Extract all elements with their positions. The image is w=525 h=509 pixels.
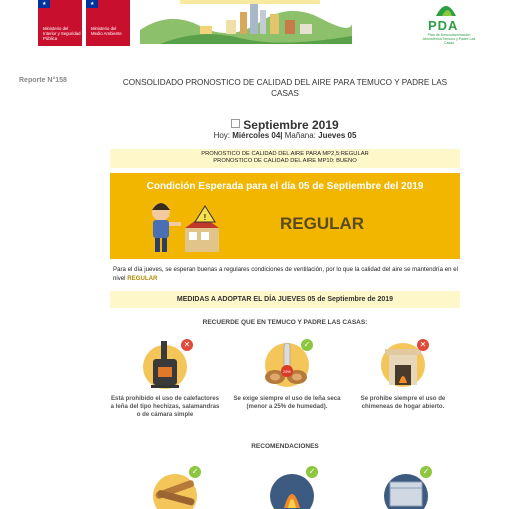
rule-dry-firewood-caption: Se exige siempre el uso de leña seca (menor a 25% de humedad).	[233, 395, 341, 410]
rule-stove-caption: Está prohibido el uso de calefactores a leña del tipo hechizas, salamandras o de cámara simple	[110, 395, 220, 418]
day-line	[110, 131, 460, 140]
today-label: Hoy:	[213, 131, 231, 140]
logo-ambiente-text: Ministerio del Medio Ambiente	[91, 26, 122, 36]
description-text: Para el día jueves, se esperan buenas a regulares condiciones de ventilación, por lo que la calidad del aire se mantendría en el nivel	[113, 266, 458, 282]
tomorrow-value: Jueves 05	[318, 131, 357, 140]
today-value: Miércoles 04	[232, 131, 281, 140]
pda-subtitle: Plan de Descontaminación Atmosférica Temuco y Padre Las Casas	[422, 33, 476, 46]
star-icon: ★	[42, 1, 47, 7]
forecast-mp10: PRONOSTICO DE CALIDAD DEL AIRE MP10: BUENO	[213, 158, 357, 164]
forecast-mp25: PRONOSTICO DE CALIDAD DEL AIRE PARA MP2,5:REGULAR	[201, 151, 369, 157]
check-icon: ✓	[306, 466, 318, 478]
report-number: Reporte N°158	[19, 77, 67, 84]
calendar-icon	[231, 119, 240, 128]
recommendations-heading: RECOMENDACIONES	[251, 443, 319, 450]
header	[0, 0, 525, 50]
forecast-description	[113, 265, 458, 283]
logo-interior-text: Ministerio del Interior y Seguridad Pública	[43, 26, 81, 41]
page-title: CONSOLIDADO PRONOSTICO DE CALIDAD DEL AIRE PARA TEMUCO Y PADRE LAS CASAS	[122, 78, 448, 98]
rule-fireplace-caption: Se prohibe siempre el uso de chimeneas de hogar abierto.	[360, 395, 446, 410]
description-level: REGULAR	[127, 275, 158, 282]
prohibited-icon: ✕	[181, 339, 193, 351]
remember-heading: RECUERDE QUE EN TEMUCO Y PADRE LAS CASAS:	[202, 319, 368, 326]
svg-text:!: !	[203, 213, 207, 222]
condition-title: Condición Esperada para el día 05 de Septiembre del 2019	[146, 181, 424, 192]
child-warning-illustration	[145, 198, 220, 256]
logo-interior	[38, 0, 82, 46]
leaf-icon	[430, 0, 462, 18]
date-separator: |	[280, 131, 285, 140]
check-icon: ✓	[420, 466, 432, 478]
pda-logo	[418, 0, 476, 48]
forecast-box	[110, 149, 460, 168]
logo-medio-ambiente	[86, 0, 130, 46]
thermometer-label: 25%	[282, 369, 292, 374]
star-icon: ★	[90, 1, 95, 7]
check-icon: ✓	[189, 466, 201, 478]
condition-panel	[110, 173, 460, 259]
city-banner-illustration	[140, 0, 352, 44]
measures-banner: MEDIDAS A ADOPTAR EL DÍA JUEVES 05 de Septiembre de 2019	[110, 291, 460, 308]
month-heading	[110, 118, 460, 132]
prohibited-icon: ✕	[417, 339, 429, 351]
check-icon: ✓	[301, 339, 313, 351]
condition-level: REGULAR	[280, 214, 365, 233]
tomorrow-label: Mañana:	[284, 131, 316, 140]
pda-wordmark: PDA	[428, 18, 459, 33]
month-label: Septiembre 2019	[243, 118, 339, 132]
